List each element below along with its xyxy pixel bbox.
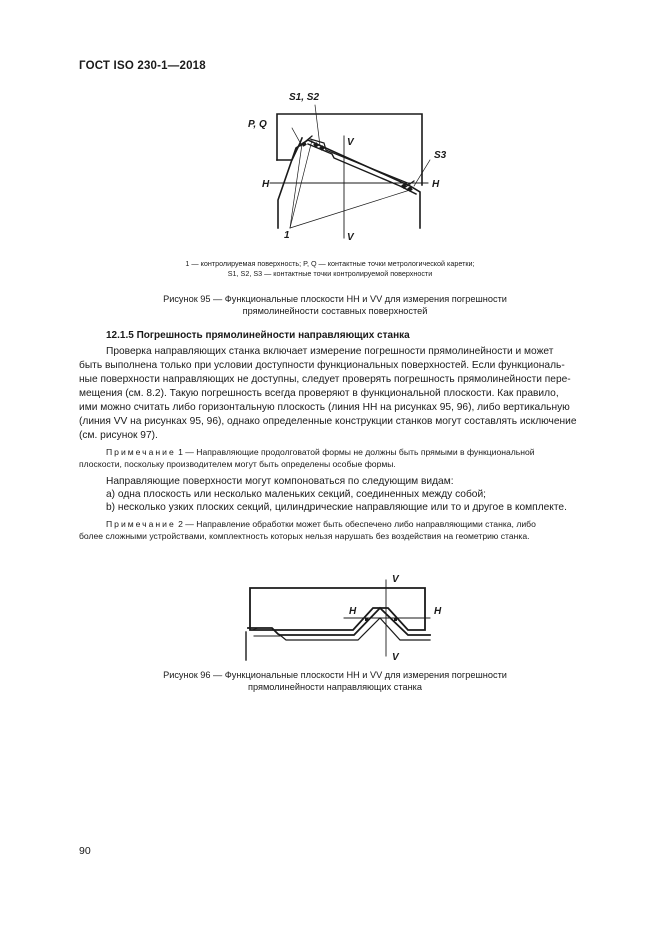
label-s3: S3	[434, 150, 447, 161]
fig96-label-v-bottom: V	[392, 652, 399, 662]
note-1-line-2: плоскости, поскольку производителем могут быть определены особые формы.	[79, 459, 396, 469]
paragraph-1-line-5: ими можно считать либо горизонтальную плоскость (линия HH на рисунках 95, 96), либо вертикальную	[79, 402, 570, 413]
label-p-q: P, Q	[248, 119, 267, 130]
paragraph-1-line-6: (линия VV на рисунках 95, 96), однако определенные конструкции станков могут составлять исключение	[79, 416, 577, 427]
fig96-label-h-right: H	[434, 606, 442, 617]
label-h-right: H	[432, 179, 440, 190]
list-item-a: a) одна плоскость или несколько маленьких секций, соединенных между собой;	[106, 489, 486, 500]
paragraph-1-line-1: Проверка направляющих станка включает измерение погрешности прямолинейности и может	[106, 346, 554, 357]
figure-96-caption-1: Рисунок 96 — Функциональные плоскости HH и VV для измерения погрешности	[163, 670, 507, 680]
figure-96-diagram	[240, 572, 460, 662]
paragraph-1-line-4: мещения (см. 8.2). Такую погрешность всегда проверяют в функциональной плоскости. Как правило,	[79, 388, 559, 399]
paragraph-1-line-2: быть выполнена только при условии доступности функциональных поверхностей. Если функциональ-	[79, 360, 565, 371]
list-item-b: b) несколько узких плоских секций, цилиндрические направляющие или то и другое в комплекте.	[106, 502, 567, 513]
fig96-label-v-top: V	[392, 574, 399, 585]
figure-95-legend-1: 1 — контролируемая поверхность; P, Q — контактные точки метрологической каретки;	[185, 259, 475, 268]
label-s1-s2: S1, S2	[289, 92, 320, 103]
figure-95-caption-1: Рисунок 95 — Функциональные плоскости HH и VV для измерения погрешности	[163, 294, 507, 304]
fig96-label-h-left: H	[349, 606, 357, 617]
page-number: 90	[79, 845, 91, 857]
figure-95-diagram	[240, 88, 460, 248]
label-v-top: V	[347, 137, 354, 148]
note-2-line-2: более сложными устройствами, комплектность которых нельзя нарушать без воздействия на геометрию станка.	[79, 531, 530, 541]
paragraph-2: Направляющие поверхности могут компоноваться по следующим видам:	[106, 476, 454, 487]
label-h-left: H	[262, 179, 270, 190]
paragraph-1-line-3: ные поверхности направляющих не доступны, следует проверять погрешность прямолинейности пере-	[79, 374, 571, 385]
document-header: ГОСТ ISO 230-1—2018	[79, 60, 206, 72]
paragraph-1-line-7: (см. рисунок 97).	[79, 430, 158, 441]
figure-96-caption-2: прямолинейности направляющих станка	[248, 682, 422, 692]
note-2-line-1: Примечание 2 — Направление обработки может быть обеспечено либо направляющими станка, либо	[106, 519, 536, 529]
label-one: 1	[284, 230, 290, 241]
figure-95-legend-2: S1, S2, S3 — контактные точки контролируемой поверхности	[227, 269, 433, 278]
label-v-bottom: V	[347, 232, 354, 243]
note-1-line-1: Примечание 1 — Направляющие продолговатой формы не должны быть прямыми в функциональной	[106, 447, 535, 457]
figure-95-caption-2: прямолинейности составных поверхностей	[242, 306, 428, 316]
section-heading: 12.1.5 Погрешность прямолинейности направляющих станка	[106, 330, 410, 341]
